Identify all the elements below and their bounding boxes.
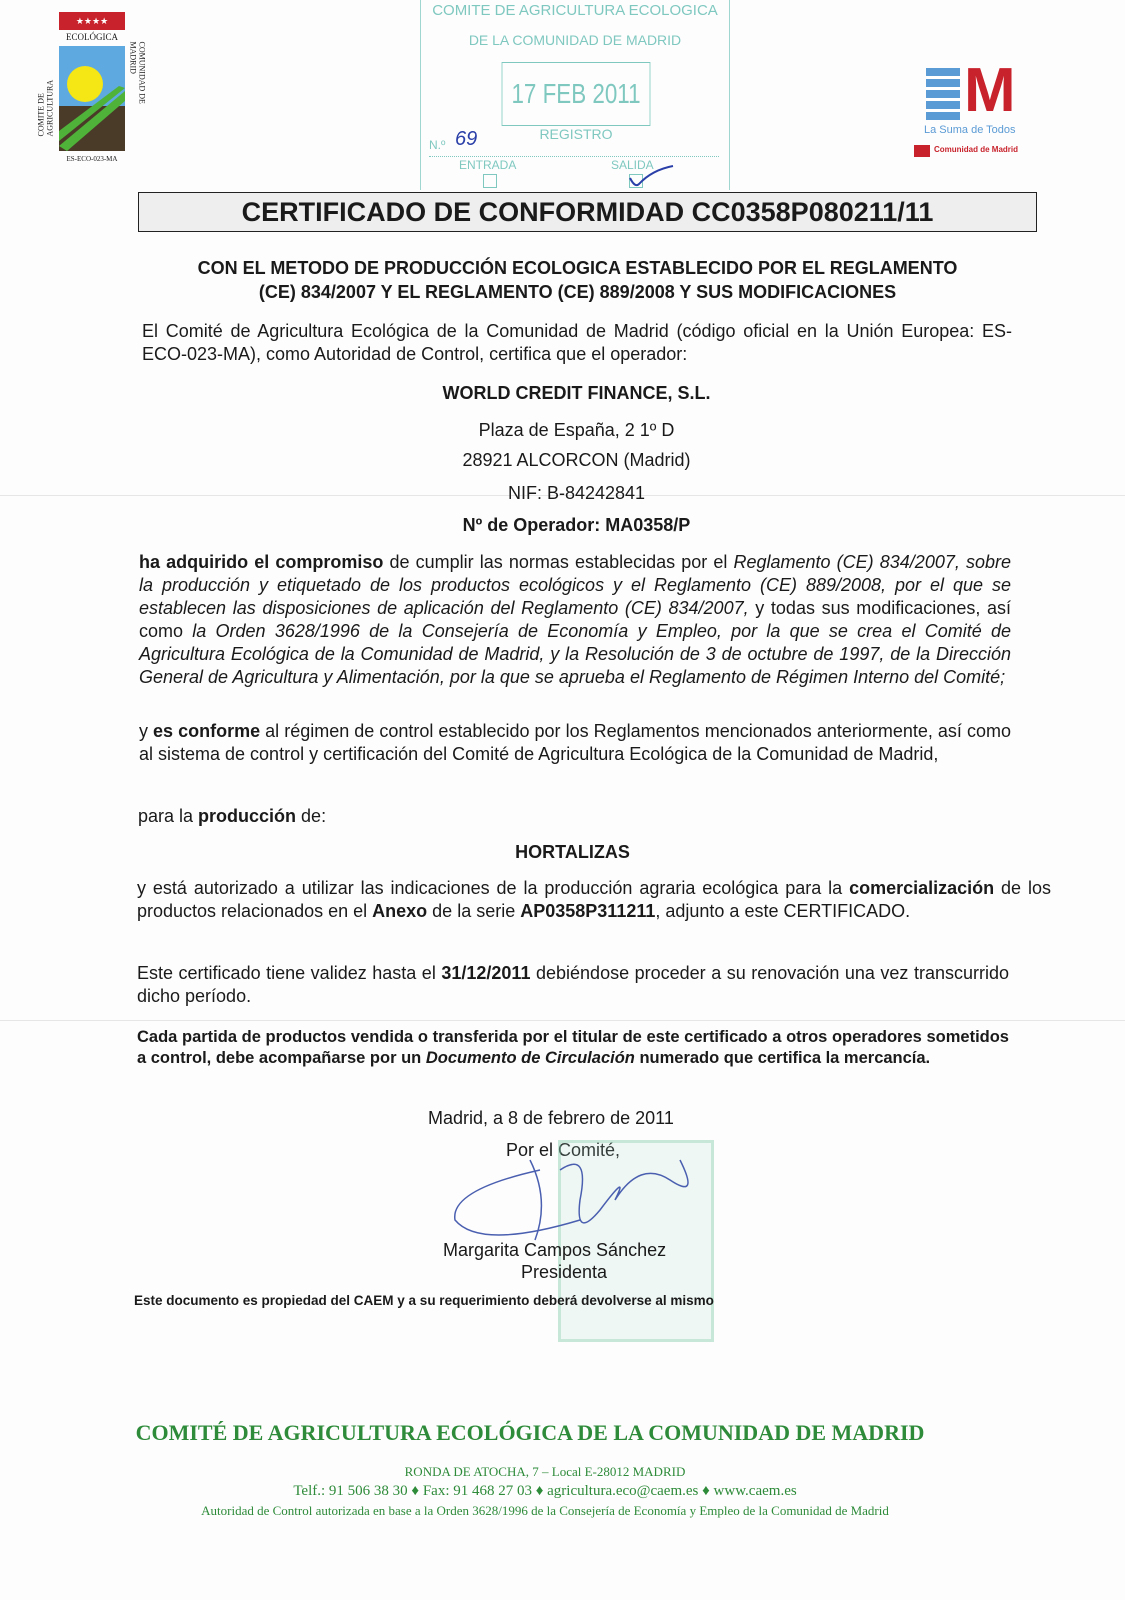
fold-line: [0, 1020, 1125, 1021]
property-note: Este documento es propiedad del CAEM y a su requerimiento deberá devolverse al mismo: [134, 1293, 714, 1308]
conformity-paragraph: [139, 720, 1011, 766]
footer-contact: Telf.: 91 506 38 30 ♦ Fax: 91 468 27 03 ♦ agricultura.eco@caem.es ♦ www.caem.es: [293, 1483, 797, 1499]
checkmark-icon: [627, 164, 677, 190]
circulation-paragraph: [137, 1027, 1009, 1069]
sun-field-icon: [59, 46, 125, 151]
stamp-line1: COMITE DE AGRICULTURA ECOLOGICA: [432, 2, 718, 19]
text-segment: 31/12/2011: [441, 963, 531, 983]
text-segment: Este certificado tiene validez hasta el: [137, 963, 442, 983]
logo-top-text: ECOLÓGICA: [66, 32, 118, 42]
text-segment: de cumplir las normas establecidas por el: [383, 552, 734, 572]
footer-authority: Autoridad de Control autorizada en base a la Orden 3628/1996 de la Consejería de Economía y Empleo de la Comunidad de Madrid: [201, 1503, 889, 1518]
text-segment: numerado que certifica la mercancía.: [634, 1049, 931, 1067]
stamp-no-value: 69: [455, 128, 478, 150]
logo-m: M: [964, 56, 1016, 125]
subtitle-line: (CE) 834/2007 Y EL REGLAMENTO (CE) 889/2008 Y SUS MODIFICACIONES: [258, 282, 897, 302]
text-segment: debiéndose proceder a su renovación una vez transcurrido dicho período.: [137, 963, 1010, 1006]
operator-number: Nº de Operador: MA0358/P: [462, 515, 691, 535]
certificate-title: CERTIFICADO DE CONFORMIDAD CC0358P080211/11: [138, 192, 1037, 232]
commitment-paragraph: [139, 551, 1011, 689]
sigma-icon: [926, 68, 960, 120]
entrada-checkbox: [483, 174, 497, 188]
stamp-date: 17 FEB 2011: [502, 62, 651, 126]
text-segment: es conforme: [153, 721, 261, 741]
production-line: [138, 805, 1010, 828]
text-segment: y todas sus modificaciones, así como: [139, 598, 1011, 641]
text-segment: de los productos relacionados en el: [137, 878, 1051, 921]
signature-by: Por el Comité,: [506, 1140, 621, 1160]
operator-name: WORLD CREDIT FINANCE, S.L.: [442, 383, 711, 403]
flag-icon: [914, 145, 930, 157]
stamp-no-label: N.º: [429, 138, 446, 152]
footer-address: RONDA DE ATOCHA, 7 – Local E-28012 MADRID: [404, 1464, 686, 1479]
stamp-registro: REGISTRO: [539, 126, 613, 142]
text-segment: para la: [138, 806, 199, 826]
caem-logo: [36, 12, 147, 167]
intro-paragraph: El Comité de Agricultura Ecológica de la Comunidad de Madrid (código oficial en la Unión Europea: ES-ECO-023-MA), como Autoridad de Control, certifica que el operador:: [142, 321, 1012, 364]
text-segment: de la serie: [427, 901, 521, 921]
stamp-salida: SALIDA: [611, 158, 654, 172]
validity-paragraph: [137, 962, 1009, 1008]
text-segment: AP0358P311211: [520, 901, 656, 921]
registry-stamp: [420, 0, 730, 190]
handwritten-signature: [440, 1140, 720, 1250]
product: HORTALIZAS: [515, 842, 630, 862]
text-segment: producción: [198, 806, 297, 826]
stars-icon: ★★★★: [59, 12, 125, 30]
authorization-paragraph: [137, 877, 1051, 923]
text-segment: , adjunto a este CERTIFICADO.: [655, 901, 911, 921]
comunidad-madrid-logo: [912, 56, 1047, 162]
subtitle: [100, 256, 1055, 304]
text-segment: y: [139, 721, 154, 741]
signatory-role: Presidenta: [521, 1262, 608, 1282]
footer-org: COMITÉ DE AGRICULTURA ECOLÓGICA DE LA COMUNIDAD DE MADRID: [135, 1420, 925, 1445]
text-segment: de:: [296, 806, 327, 826]
text-segment: comercialización: [849, 878, 995, 898]
operator-nif: NIF: B-84242841: [507, 483, 646, 503]
text-segment: Documento de Circulación: [425, 1049, 635, 1067]
logo-org: Comunidad de Madrid: [934, 145, 1018, 154]
operator-address1: Plaza de España, 2 1º D: [478, 420, 675, 440]
operator-address2: 28921 ALCORCON (Madrid): [462, 450, 691, 470]
stamp-line2: DE LA COMUNIDAD DE MADRID: [468, 32, 682, 48]
logo-right-text: COMUNIDAD DE MADRID: [128, 41, 147, 104]
stamp-entrada: ENTRADA: [459, 158, 517, 172]
text-segment: Reglamento (CE) 834/2007, sobre la producción y etiquetado de los productos ecológicos y el Reglamento (CE) 889/2008, por el que se establecen las disposiciones de aplicación del Reglamento (CE) 834/2007,: [139, 552, 1011, 618]
text-segment: Anexo: [372, 901, 428, 921]
logo-left-text: COMITE DE AGRICULTURA: [36, 79, 55, 137]
signatory-name: Margarita Campos Sánchez: [443, 1240, 667, 1260]
text-segment: la Orden 3628/1996 de la Consejería de Economía y Empleo, por la que se crea el Comité de Agricultura Ecológica de la Comunidad de Madrid, y la Resolución de 3 de octubre de 1997, de la Dirección General de Agricultura y Alimentación, por la que se aprueba el Reglamento de Régimen Interno del Comité;: [139, 621, 1011, 687]
text-segment: ha adquirido el compromiso: [139, 552, 384, 572]
text-segment: y está autorizado a utilizar las indicaciones de la producción agraria ecológica para la: [137, 878, 850, 898]
text-segment: al régimen de control establecido por los Reglamentos mencionados anteriormente, así como al sistema de control y certificación del Comité de Agricultura Ecológica de la Comunidad de Madrid,: [139, 721, 1011, 764]
subtitle-line: CON EL METODO DE PRODUCCIÓN ECOLOGICA ESTABLECIDO POR EL REGLAMENTO: [197, 258, 958, 278]
signature-place-date: Madrid, a 8 de febrero de 2011: [428, 1108, 674, 1128]
text-segment: Cada partida de productos vendida o transferida por el titular de este certificado a otros operadores sometidos a control, debe acompañarse por un: [137, 1028, 1009, 1067]
logo-slogan: La Suma de Todos: [924, 124, 1016, 136]
logo-code: ES-ECO-023-MA: [66, 155, 118, 163]
